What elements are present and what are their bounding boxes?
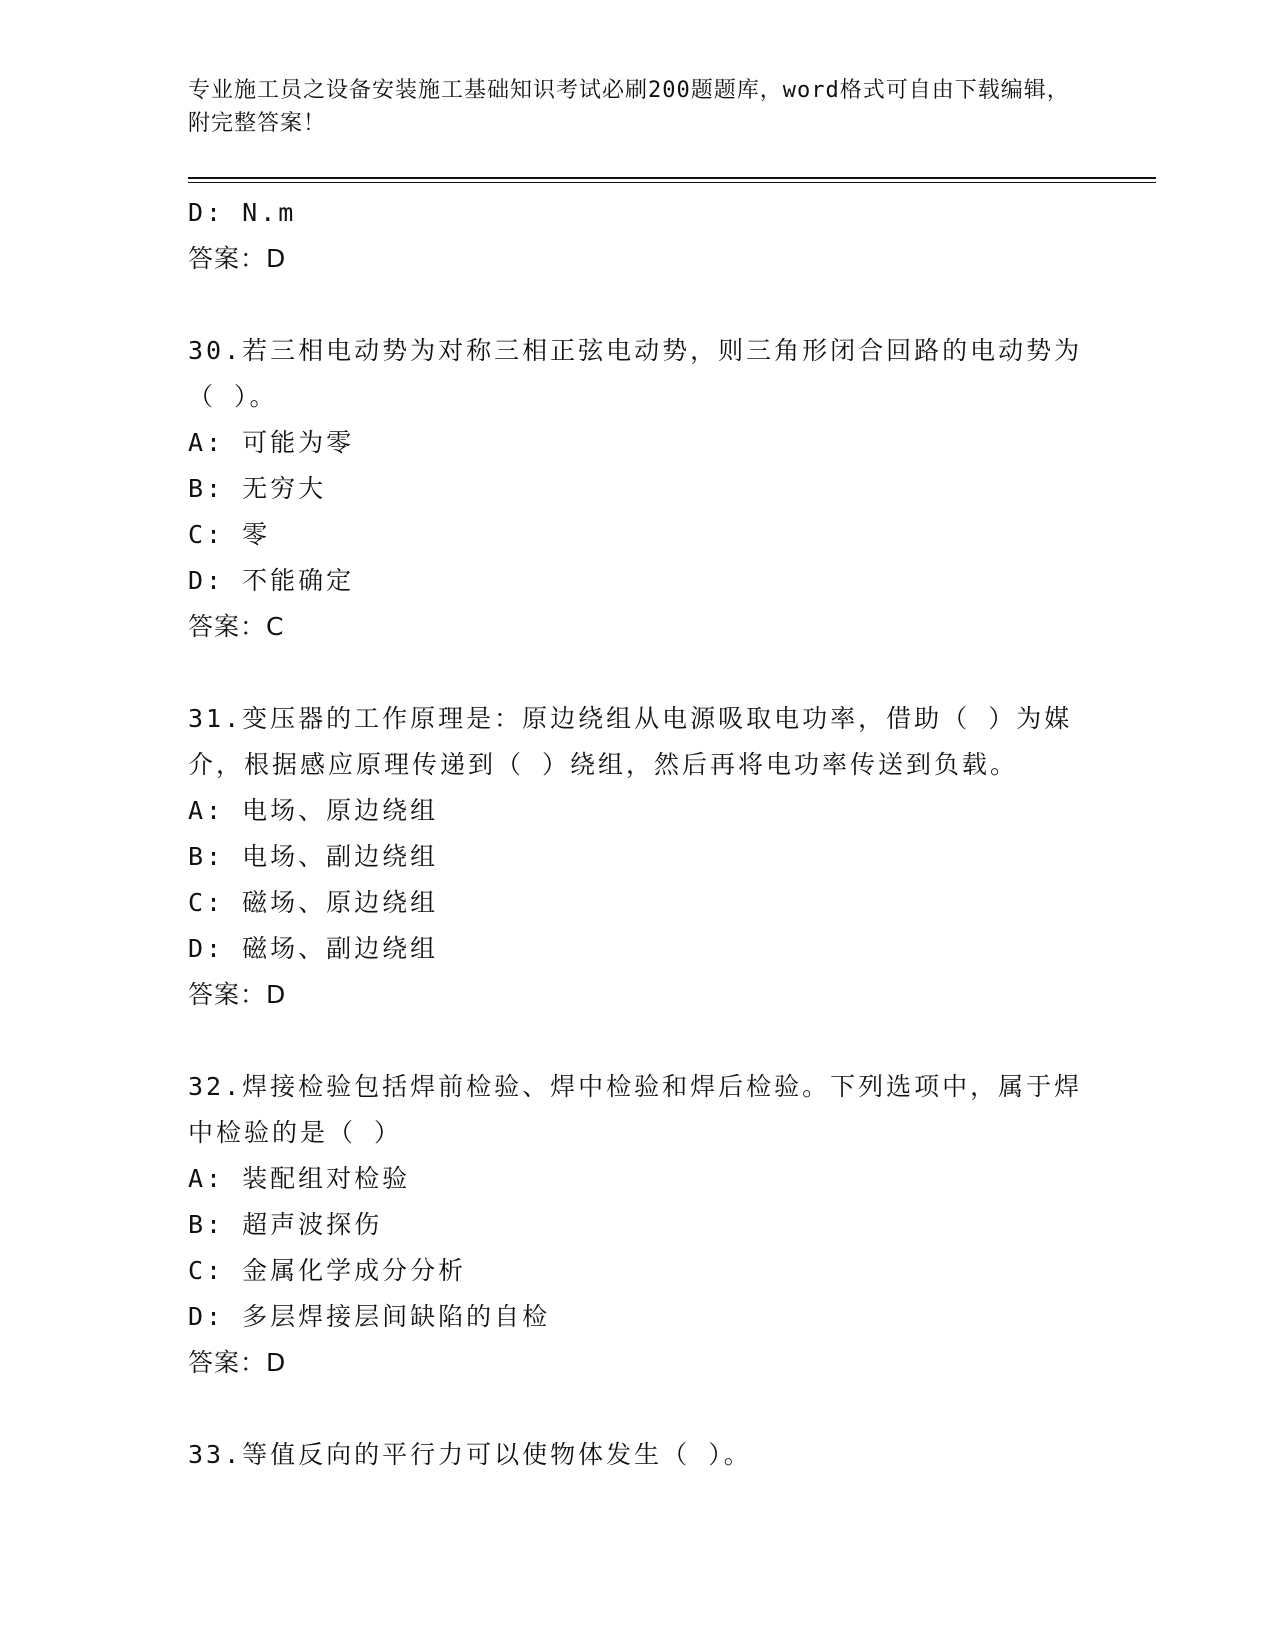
question-stem: 33.等值反向的平行力可以使物体发生（ ）。 — [188, 1440, 752, 1469]
question-31 — [188, 696, 1088, 1018]
option-b: B: 电场、副边绕组 — [188, 842, 439, 871]
answer-line: 答案：D — [188, 1348, 287, 1377]
option-a: A: 装配组对检验 — [188, 1164, 411, 1193]
question-33 — [188, 1432, 1088, 1478]
previous-question-tail — [188, 190, 1088, 282]
question-32 — [188, 1064, 1088, 1386]
header-divider-thin — [188, 182, 1156, 183]
question-stem: 32.焊接检验包括焊前检验、焊中检验和焊后检验。下列选项中，属于焊中检验的是（ ） — [188, 1072, 1083, 1147]
option-d: D: 多层焊接层间缺陷的自检 — [188, 1302, 551, 1331]
document-header: 专业施工员之设备安装施工基础知识考试必刷200题题库，word格式可自由下载编辑，附完整答案！ — [188, 78, 1070, 136]
option-b: B: 无穷大 — [188, 474, 327, 503]
option-a: A: 可能为零 — [188, 428, 355, 457]
option-c: C: 金属化学成分分析 — [188, 1256, 467, 1285]
question-stem: 30.若三相电动势为对称三相正弦电动势，则三角形闭合回路的电动势为（ ）。 — [188, 336, 1083, 411]
option-c: C: 磁场、原边绕组 — [188, 888, 439, 917]
header-divider-thick — [188, 177, 1156, 179]
question-stem: 31.变压器的工作原理是：原边绕组从电源吸取电功率，借助（ ）为媒介，根据感应原理传递到（ ）绕组，然后再将电功率传送到负载。 — [188, 704, 1073, 779]
answer-line: 答案：C — [188, 612, 285, 641]
option-d: D: 磁场、副边绕组 — [188, 934, 439, 963]
option-d: D: 不能确定 — [188, 566, 355, 595]
question-list — [188, 190, 1088, 1478]
option-b: B: 超声波探伤 — [188, 1210, 383, 1239]
answer-line: 答案：D — [188, 980, 287, 1009]
option-c: C: 零 — [188, 520, 271, 549]
option-d: D: N.m — [188, 198, 297, 227]
question-30 — [188, 328, 1088, 650]
answer-line: 答案：D — [188, 244, 287, 273]
option-a: A: 电场、原边绕组 — [188, 796, 439, 825]
